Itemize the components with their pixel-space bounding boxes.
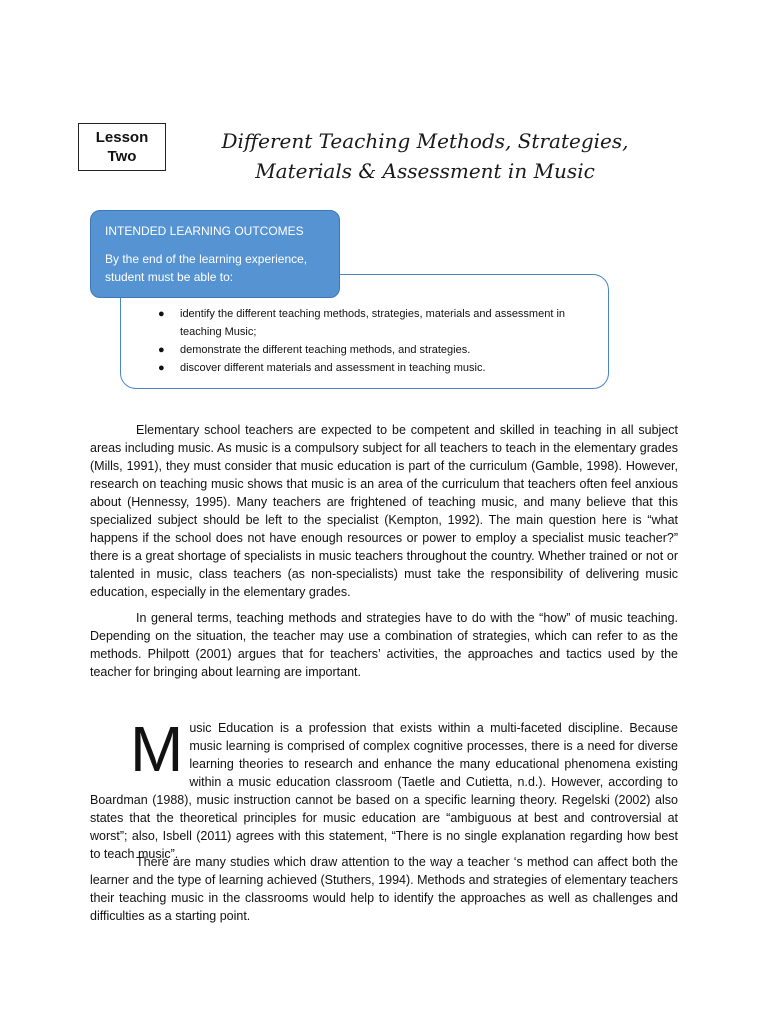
title-line1: Different Teaching Methods, Strategies, [221,129,629,153]
drop-cap: M [130,713,184,785]
paragraph-3 [90,713,678,863]
paragraph-1: Elementary school teachers are expected to be competent and skilled in teaching in all subject areas including music. As music is a compulsory subject for all teachers to teach in the elementary grades (Mills, 1991), they must consider that music education is part of the curriculum (Gamble, 1998). However, research on teaching music shows that music is an area of the curriculum that teachers often feel anxious about (Hennessy, 1995). Many teachers are frightened of teaching music, and many believe that this specialized subject should be left to the specialist (Kempton, 1992). The main question here is “what happens if the school does not have enough resources or power to employ a specialist music teacher?” there is a great shortage of specialists in music teachers throughout the country. Whether trained or not or talented in music, class teachers (as non-specialists) must take the responsibility of delivering music education, especially in the elementary grades. [90,423,678,599]
paragraph-2: In general terms, teaching methods and strategies have to do with the “how” of music teaching. Depending on the situation, the teacher may use a combination of strategies, which can refer to as the methods. Philpott (2001) argues that for teachers’ activities, the approaches and tactics used by the teacher for bringing about learning are important. [90,611,678,679]
bullet-icon: ● [158,362,165,374]
lesson-label-line1: Lesson [95,129,149,146]
paragraph-3-text: usic Education is a profession that exists within a multi-faceted discipline. Because music learning is comprised of complex cognitive processes, there is a need for diverse learning theories to research and enhance the many educational phenomena existing within a music education classroom (Taetle and Cutietta, n.d.). However, according to Boardman (1988), music instruction cannot be based on a specific learning theory. Regelski (2002) also states that the theoretical principles for music education are “ambiguous at best and controversial at worst”; also, Isbell (2011) agrees with this statement, “There is no single explanation regarding how best to teach music”. [90,721,678,861]
outcomes-list [158,305,598,377]
paragraph-4: There are many studies which draw attention to the way a teacher ‘s method can affect both the learner and the type of learning achieved (Stuthers, 1994). Methods and strategies of elementary teachers their teaching music in the classrooms would help to identify the approaches as well as challenges and difficulties as a starting point. [90,855,678,923]
outcomes-heading: INTENDED LEARNING OUTCOMES [105,224,304,238]
bullet-icon: ● [158,308,165,320]
document-title [185,126,665,186]
outcome-item: ● discover different materials and assessment in teaching music. [158,359,598,377]
lesson-label-line2: Two [107,148,137,165]
title-line2: Materials & Assessment in Music [255,159,595,183]
outcomes-header [90,210,340,298]
outcome-item: ● demonstrate the different teaching methods, and strategies. [158,341,598,359]
outcome-item: ● identify the different teaching methods, strategies, materials and assessment in teaching Music; [158,305,598,341]
outcomes-intro: By the end of the learning experience, student must be able to: [105,252,308,284]
lesson-label-box [78,123,166,171]
bullet-icon: ● [158,344,165,356]
